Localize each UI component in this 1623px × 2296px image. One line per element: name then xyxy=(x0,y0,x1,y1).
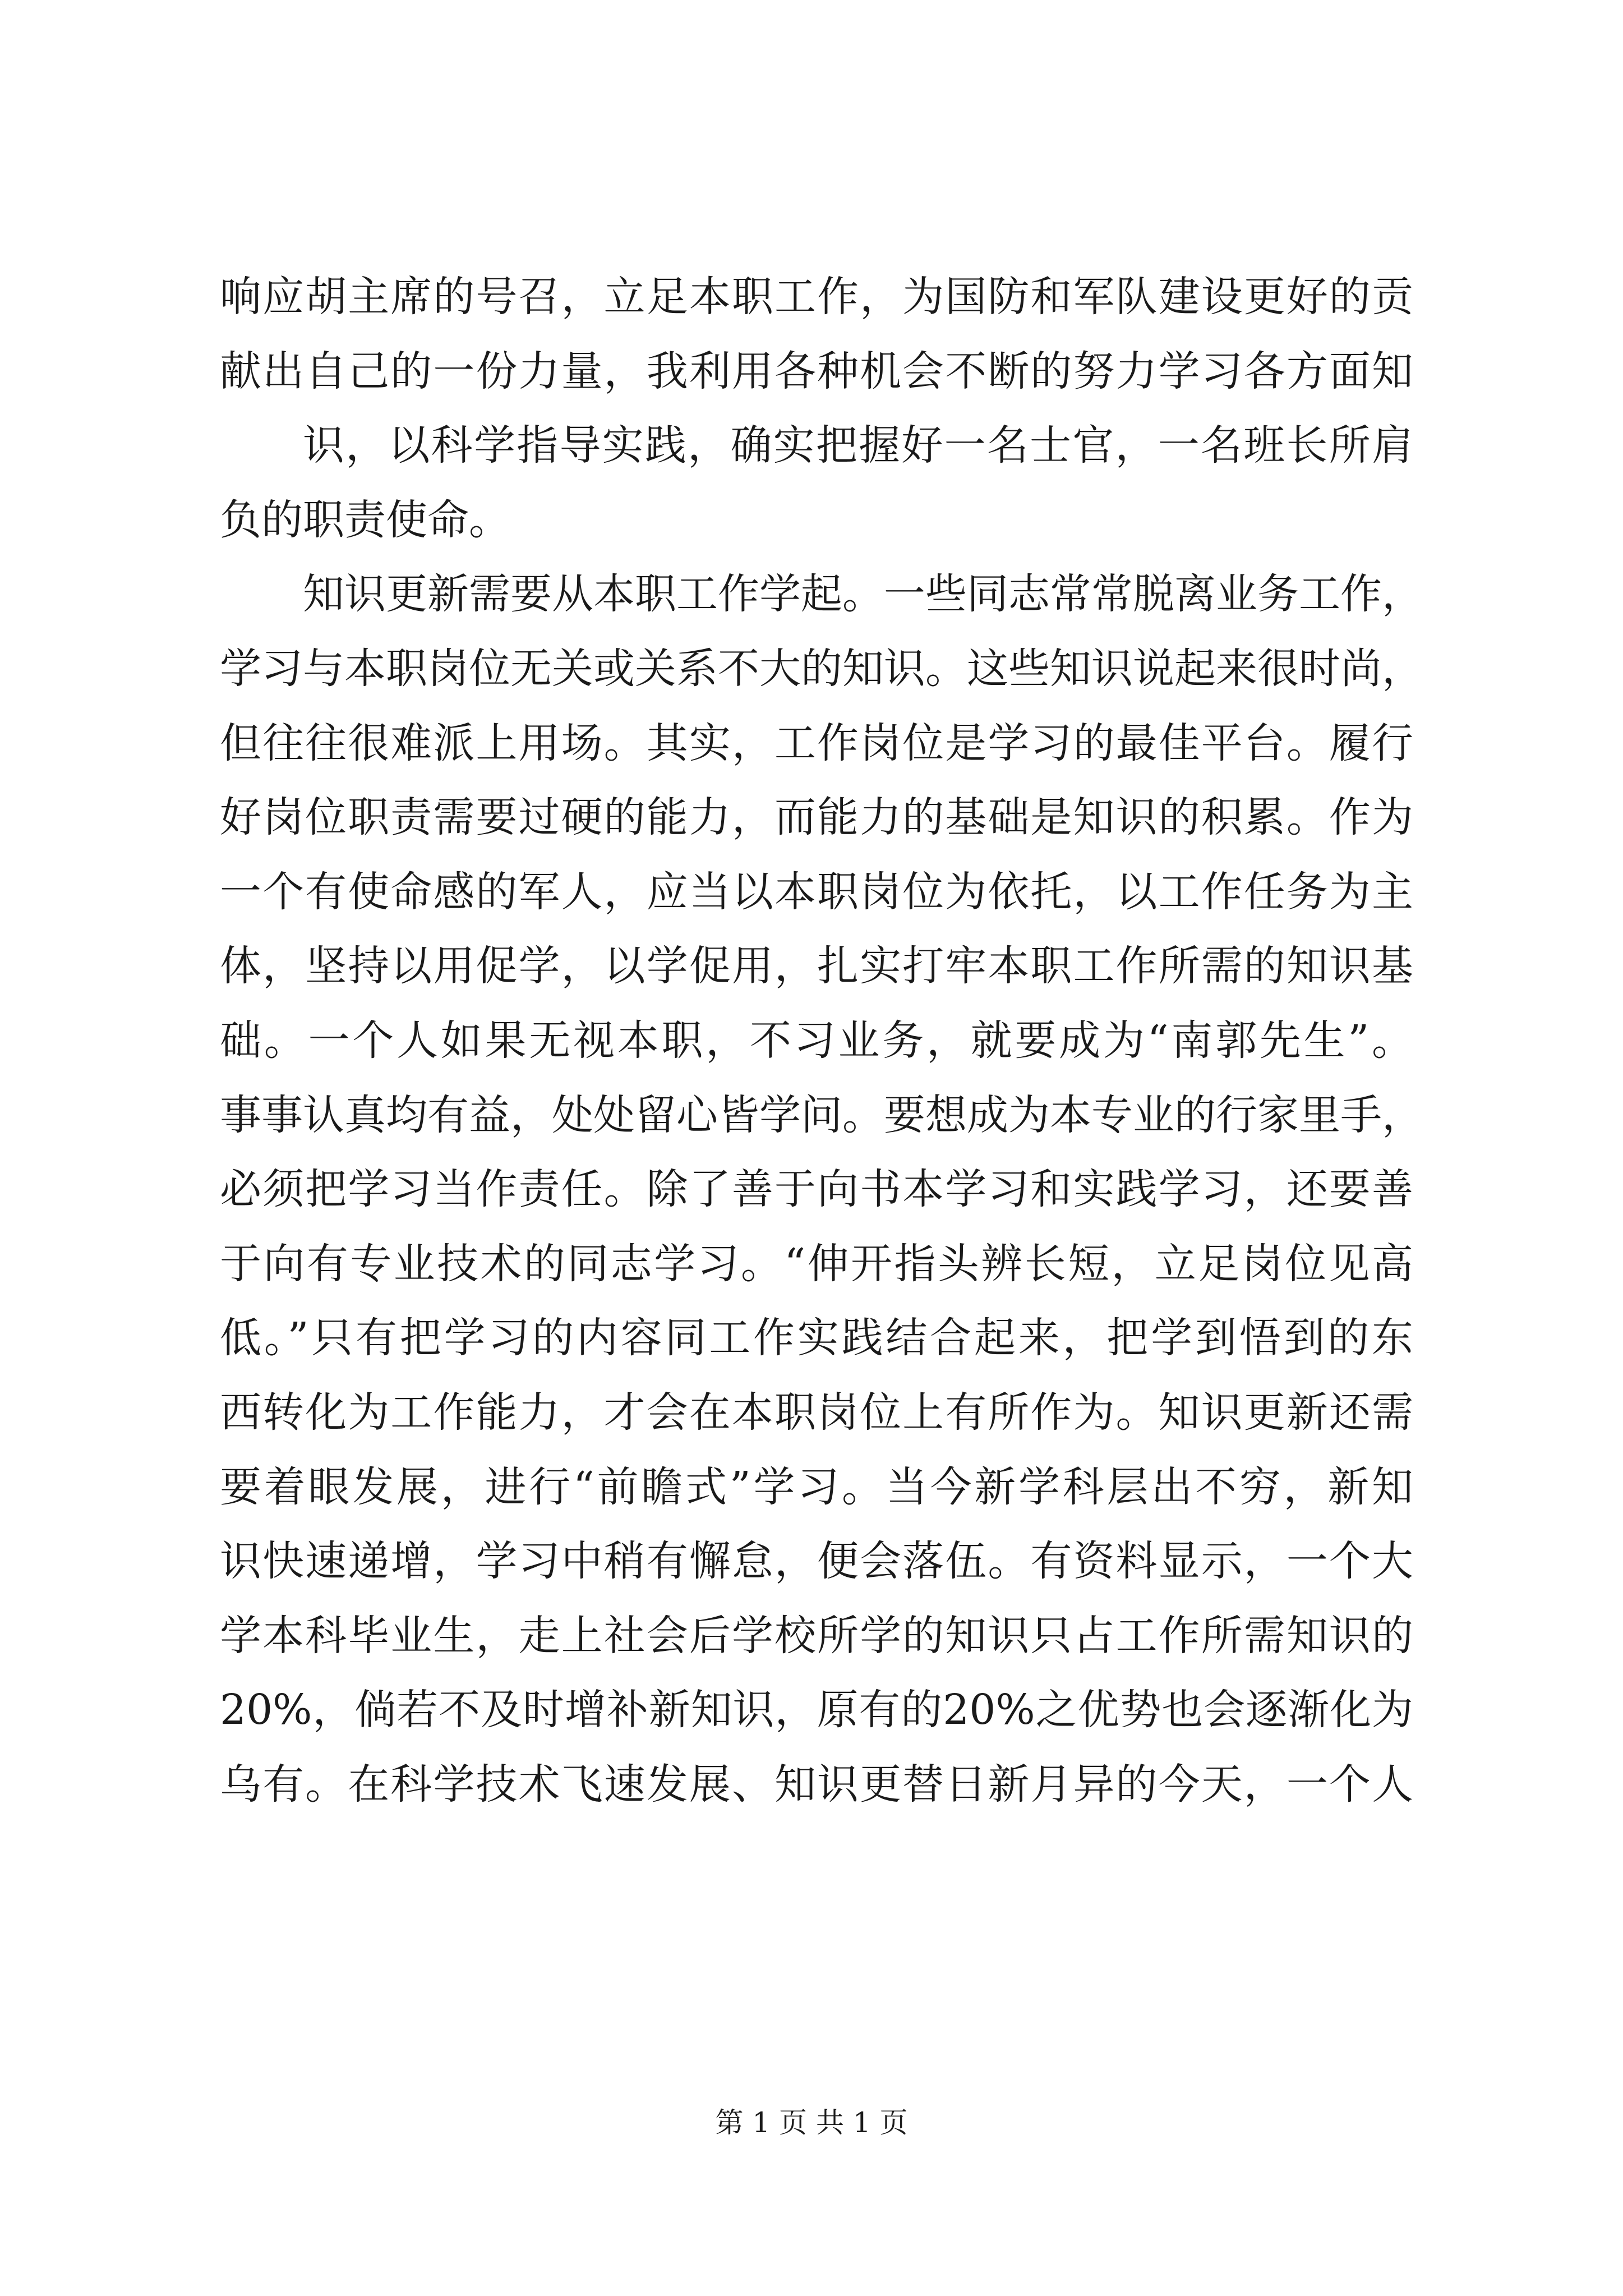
text-line: 事事认真均有益，处处留心皆学问。要想成为本专业的行家里手， xyxy=(220,1091,1423,1139)
document-body xyxy=(220,260,1423,1821)
text-line: 必须把学习当作责任。除了善于向书本学习和实践学习，还要善 xyxy=(220,1165,1413,1214)
text-line: 识快速递增，学习中稍有懈怠，便会落伍。有资料显示，一个大 xyxy=(220,1537,1413,1586)
text-line: 知识更新需要从本职工作学起。一些同志常常脱离业务工作， xyxy=(303,570,1423,619)
text-line: 础。一个人如果无视本职，不习业务，就要成为“南郭先生”。 xyxy=(220,1016,1413,1065)
text-line: 低。”只有把学习的内容同工作实践结合起来，把学到悟到的东 xyxy=(220,1314,1413,1363)
text-line: 20%，倘若不及时增补新知识，原有的20%之优势也会逐渐化为 xyxy=(220,1686,1413,1734)
text-line: 响应胡主席的号召，立足本职工作，为国防和军队建设更好的贡 xyxy=(220,273,1413,321)
text-line: 识，以科学指导实践，确实把握好一名士官，一名班长所肩 xyxy=(303,421,1413,470)
text-line: 但往往很难派上用场。其实，工作岗位是学习的最佳平台。履行 xyxy=(220,719,1413,767)
text-line: 献出自己的一份力量，我利用各种机会不断的努力学习各方面知 xyxy=(220,347,1413,395)
text-line: 一个有使命感的军人，应当以本职岗位为依托，以工作任务为主 xyxy=(220,867,1413,916)
text-line: 体，坚持以用促学，以学促用，扎实打牢本职工作所需的知识基 xyxy=(220,942,1413,991)
text-line: 要着眼发展，进行“前瞻式”学习。当今新学科层出不穷，新知 xyxy=(220,1462,1413,1511)
text-line: 于向有专业技术的同志学习。“伸开指头辨长短，立足岗位见高 xyxy=(220,1239,1413,1288)
text-line: 学本科毕业生，走上社会后学校所学的知识只占工作所需知识的 xyxy=(220,1611,1413,1660)
text-line: 负的职责使命。 xyxy=(220,495,510,544)
text-line: 西转化为工作能力，才会在本职岗位上有所作为。知识更新还需 xyxy=(220,1388,1413,1437)
text-line: 学习与本职岗位无关或关系不大的知识。这些知识说起来很时尚， xyxy=(220,644,1423,693)
text-line: 乌有。在科学技术飞速发展、知识更替日新月异的今天，一个人 xyxy=(220,1760,1413,1809)
text-line: 好岗位职责需要过硬的能力，而能力的基础是知识的积累。作为 xyxy=(220,793,1413,842)
page-footer: 第 1 页 共 1 页 xyxy=(715,2106,908,2139)
